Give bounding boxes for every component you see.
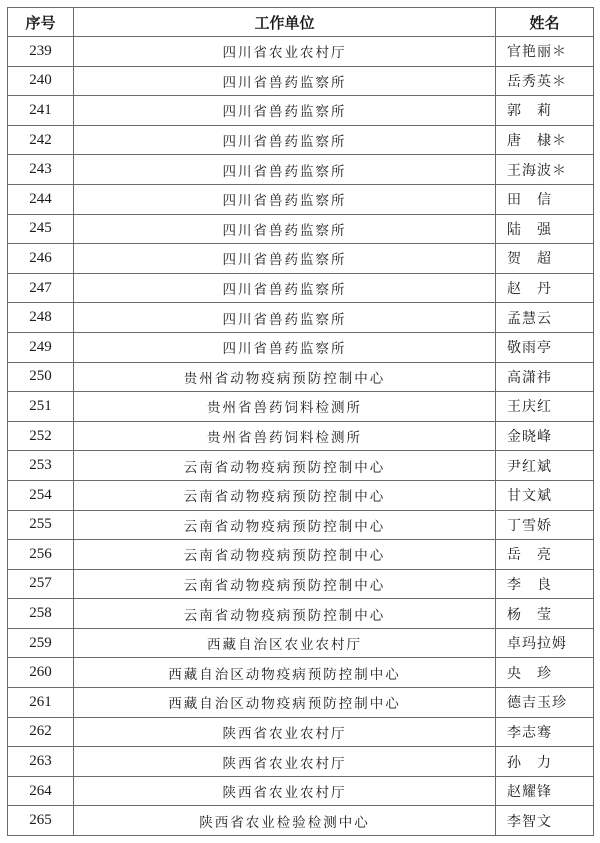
work-unit-cell: 云南省动物疫病预防控制中心: [74, 480, 496, 510]
work-unit-cell: 云南省动物疫病预防控制中心: [74, 451, 496, 481]
table-row: [8, 214, 594, 244]
table-row: [8, 155, 594, 185]
name-cell: 敬雨亭: [496, 332, 594, 362]
work-unit-cell: 云南省动物疫病预防控制中心: [74, 510, 496, 540]
work-unit-cell: 西藏自治区动物疫病预防控制中心: [74, 688, 496, 718]
serial-number-cell: 247: [8, 273, 74, 303]
work-unit-cell: 陕西省农业农村厅: [74, 776, 496, 806]
name-cell: 李志骞: [496, 717, 594, 747]
serial-number-cell: 264: [8, 776, 74, 806]
work-unit-cell: 贵州省兽药饲料检测所: [74, 392, 496, 422]
table-row: [8, 510, 594, 540]
work-unit-cell: 四川省农业农村厅: [74, 37, 496, 67]
name-cell: 央 珍: [496, 658, 594, 688]
name-cell: 甘文斌: [496, 480, 594, 510]
table-row: [8, 303, 594, 333]
table-row: [8, 66, 594, 96]
name-cell: 岳 亮: [496, 540, 594, 570]
serial-number-cell: 254: [8, 480, 74, 510]
serial-number-cell: 255: [8, 510, 74, 540]
serial-number-cell: 253: [8, 451, 74, 481]
work-unit-cell: 四川省兽药监察所: [74, 303, 496, 333]
serial-number-cell: 256: [8, 540, 74, 570]
work-unit-cell: 四川省兽药监察所: [74, 244, 496, 274]
table-row: [8, 688, 594, 718]
work-unit-cell: 陕西省农业农村厅: [74, 747, 496, 777]
serial-number-cell: 244: [8, 184, 74, 214]
serial-number-cell: 249: [8, 332, 74, 362]
name-cell: 王庆红: [496, 392, 594, 422]
table-row: [8, 776, 594, 806]
table-row: [8, 273, 594, 303]
table-row: [8, 184, 594, 214]
serial-number-cell: 265: [8, 806, 74, 836]
name-cell: 贺 超: [496, 244, 594, 274]
work-unit-cell: 云南省动物疫病预防控制中心: [74, 569, 496, 599]
name-cell: 李智文: [496, 806, 594, 836]
name-cell: 德吉玉珍: [496, 688, 594, 718]
work-unit-cell: 云南省动物疫病预防控制中心: [74, 540, 496, 570]
serial-number-cell: 259: [8, 628, 74, 658]
serial-number-cell: 262: [8, 717, 74, 747]
serial-number-cell: 250: [8, 362, 74, 392]
name-cell: 田 信: [496, 184, 594, 214]
name-cell: 丁雪娇: [496, 510, 594, 540]
serial-number-cell: 246: [8, 244, 74, 274]
table-row: [8, 717, 594, 747]
header-work-unit: 工作单位: [74, 8, 496, 37]
serial-number-cell: 260: [8, 658, 74, 688]
serial-number-cell: 252: [8, 421, 74, 451]
name-cell: 陆 强: [496, 214, 594, 244]
table-row: [8, 480, 594, 510]
table-row: [8, 332, 594, 362]
work-unit-cell: 四川省兽药监察所: [74, 66, 496, 96]
table-row: [8, 392, 594, 422]
name-cell: 赵耀锋: [496, 776, 594, 806]
work-unit-cell: 西藏自治区农业农村厅: [74, 628, 496, 658]
serial-number-cell: 251: [8, 392, 74, 422]
serial-number-cell: 239: [8, 37, 74, 67]
serial-number-cell: 257: [8, 569, 74, 599]
serial-number-cell: 263: [8, 747, 74, 777]
header-serial-number: 序号: [8, 8, 74, 37]
work-unit-cell: 四川省兽药监察所: [74, 332, 496, 362]
name-cell: 官艳丽＊: [496, 37, 594, 67]
serial-number-cell: 240: [8, 66, 74, 96]
serial-number-cell: 261: [8, 688, 74, 718]
table-row: [8, 540, 594, 570]
table-row: [8, 362, 594, 392]
table-row: [8, 451, 594, 481]
table-row: [8, 421, 594, 451]
serial-number-cell: 248: [8, 303, 74, 333]
table-row: [8, 125, 594, 155]
name-cell: 岳秀英＊: [496, 66, 594, 96]
work-unit-cell: 陕西省农业农村厅: [74, 717, 496, 747]
table-row: [8, 628, 594, 658]
name-cell: 赵 丹: [496, 273, 594, 303]
work-unit-cell: 云南省动物疫病预防控制中心: [74, 599, 496, 629]
serial-number-cell: 241: [8, 96, 74, 126]
table-body: [8, 37, 594, 836]
work-unit-cell: 陕西省农业检验检测中心: [74, 806, 496, 836]
header-row: [8, 8, 594, 37]
serial-number-cell: 258: [8, 599, 74, 629]
name-cell: 杨 莹: [496, 599, 594, 629]
work-unit-cell: 四川省兽药监察所: [74, 155, 496, 185]
name-cell: 孙 力: [496, 747, 594, 777]
name-cell: 尹红斌: [496, 451, 594, 481]
table-row: [8, 599, 594, 629]
name-cell: 金晓峰: [496, 421, 594, 451]
name-cell: 高潇祎: [496, 362, 594, 392]
name-cell: 李 良: [496, 569, 594, 599]
table-row: [8, 569, 594, 599]
name-cell: 卓玛拉姆: [496, 628, 594, 658]
work-unit-cell: 贵州省动物疫病预防控制中心: [74, 362, 496, 392]
work-unit-cell: 西藏自治区动物疫病预防控制中心: [74, 658, 496, 688]
table-row: [8, 806, 594, 836]
name-cell: 唐 棣＊: [496, 125, 594, 155]
table-row: [8, 747, 594, 777]
table-row: [8, 658, 594, 688]
name-cell: 王海波＊: [496, 155, 594, 185]
work-unit-cell: 四川省兽药监察所: [74, 125, 496, 155]
header-name: 姓名: [496, 8, 594, 37]
serial-number-cell: 242: [8, 125, 74, 155]
table-row: [8, 96, 594, 126]
work-unit-cell: 四川省兽药监察所: [74, 214, 496, 244]
work-unit-cell: 四川省兽药监察所: [74, 184, 496, 214]
work-unit-cell: 四川省兽药监察所: [74, 96, 496, 126]
table-row: [8, 244, 594, 274]
name-cell: 郭 莉: [496, 96, 594, 126]
serial-number-cell: 243: [8, 155, 74, 185]
name-cell: 孟慧云: [496, 303, 594, 333]
work-unit-cell: 贵州省兽药饲料检测所: [74, 421, 496, 451]
work-unit-cell: 四川省兽药监察所: [74, 273, 496, 303]
table-row: [8, 37, 594, 67]
roster-table-container: [7, 7, 593, 836]
roster-table: [7, 7, 594, 836]
serial-number-cell: 245: [8, 214, 74, 244]
